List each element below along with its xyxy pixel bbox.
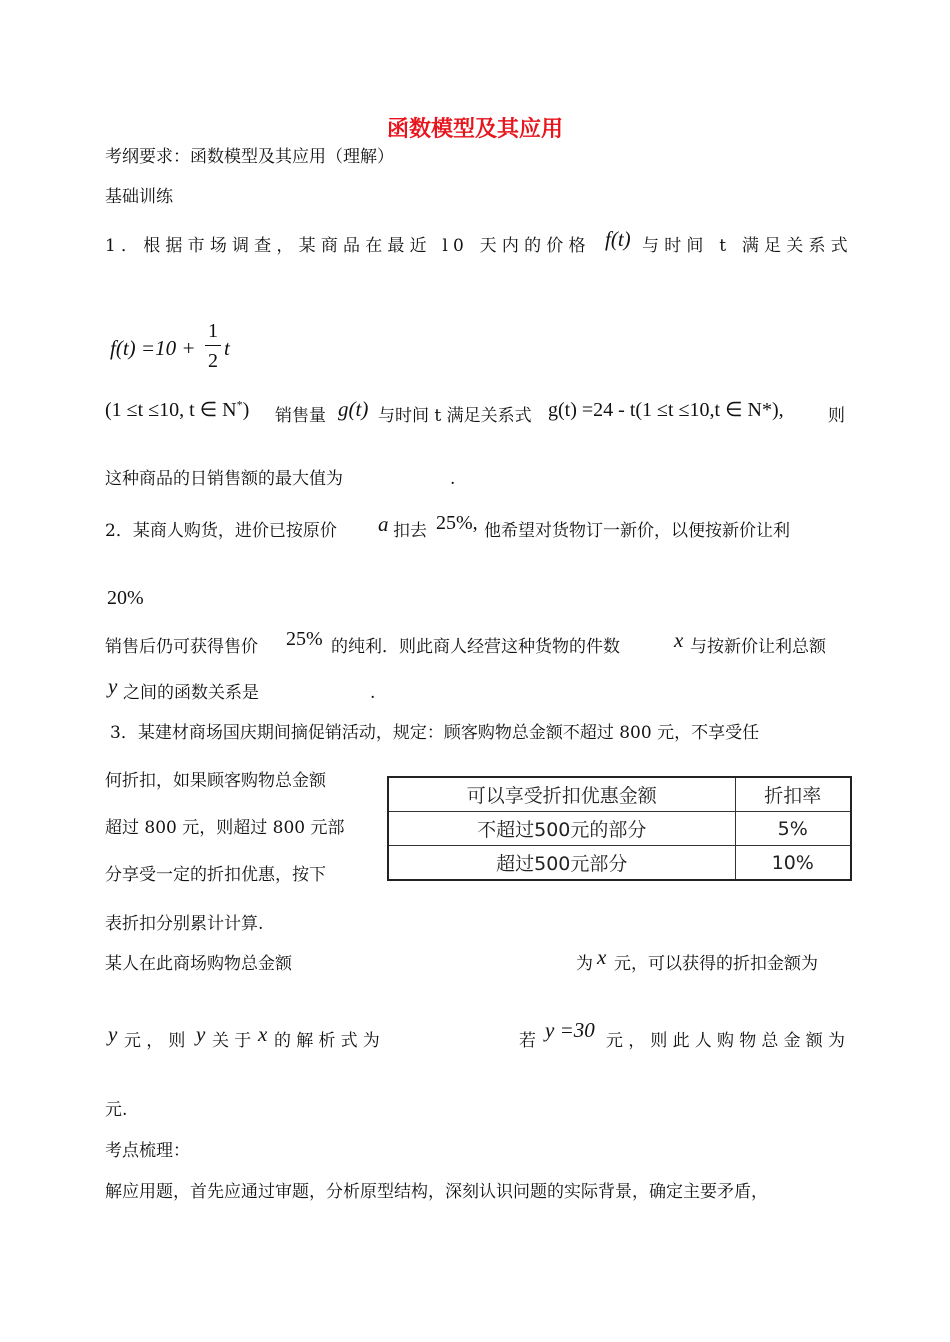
syllabus-requirement: 考纲要求：函数模型及其应用（理解） bbox=[105, 147, 394, 167]
q1-price-formula: f(t) =10 + bbox=[110, 336, 196, 360]
q1-sales-function: g(t) bbox=[338, 397, 369, 421]
q3-var-x2: x bbox=[258, 1022, 268, 1046]
q3-line7-end: 元，则此人购物总金额为 bbox=[606, 1031, 851, 1051]
q3-line6: 某人在此商场购物总金额 bbox=[105, 954, 292, 974]
q1-domain bbox=[105, 397, 249, 422]
q3-var-y2: y bbox=[196, 1022, 206, 1046]
q3-line5: 表折扣分别累计计算. bbox=[105, 914, 264, 934]
table-row bbox=[388, 846, 851, 881]
q1-sales-label: 销售量 bbox=[275, 406, 326, 426]
q1-domain-close: ) bbox=[242, 399, 250, 421]
q3-line4: 分享受一定的折扣优惠，按下 bbox=[105, 865, 326, 885]
q3-line8: 元. bbox=[105, 1100, 128, 1120]
q3-line7-expr: 的解析式为 bbox=[274, 1031, 385, 1051]
q2-pct-25b: 25% bbox=[286, 628, 323, 650]
table-cell: 不超过500元的部分 bbox=[388, 812, 735, 846]
q3-line6-end: 元，可以获得的折扣金额为 bbox=[614, 954, 818, 974]
q1-intro: 1．根据市场调查，某商品在最近 l0 天内的价格 bbox=[105, 236, 591, 256]
q1-fraction-bar bbox=[205, 345, 221, 346]
q2-period: . bbox=[370, 683, 376, 703]
q3-line7-about: 关于 bbox=[212, 1031, 257, 1051]
q1-fraction-numerator: 1 bbox=[208, 320, 218, 342]
q1-sales-formula: g(t) =24 - t(1 ≤t ≤10,t ∈ N*), bbox=[548, 399, 784, 421]
table-row bbox=[388, 812, 851, 846]
table-header-cell: 可以享受折扣优惠金额 bbox=[388, 777, 735, 812]
q3-line7-yuan: 元，则 bbox=[124, 1031, 191, 1051]
table-cell: 5% bbox=[735, 812, 851, 846]
q2-line3: 销售后仍可获得售价 bbox=[105, 637, 258, 657]
q1-sales-relation: 与时间 t 满足关系式 bbox=[378, 406, 532, 426]
q2-line3-end: 与按新价让利总额 bbox=[690, 637, 826, 657]
q2-line3-cont: 的纯利．则此商人经营这种货物的件数 bbox=[331, 637, 620, 657]
q3-line7-if: 若 bbox=[519, 1031, 536, 1051]
q3-line2: 何折扣，如果顾客购物总金额 bbox=[105, 771, 326, 791]
q3-line3: 超过 800 元，则超过 800 元部 bbox=[105, 818, 345, 838]
table-header-cell: 折扣率 bbox=[735, 777, 851, 812]
q1-fraction-variable: t bbox=[224, 336, 230, 360]
q1-period: . bbox=[450, 469, 456, 489]
table-header-row bbox=[388, 777, 851, 812]
key-points-heading: 考点梳理： bbox=[105, 1141, 190, 1161]
q3-line6-for: 为 bbox=[576, 954, 593, 974]
q3-y-equals: y =30 bbox=[545, 1018, 595, 1042]
discount-table bbox=[387, 776, 852, 881]
q1-domain-sup: * bbox=[236, 397, 243, 412]
q2-var-y: y bbox=[108, 674, 118, 698]
q1-price-function: f(t) bbox=[605, 227, 631, 251]
q1-domain-text: (1 ≤t ≤10, t ∈ N bbox=[105, 399, 237, 421]
q1-then: 则 bbox=[828, 406, 845, 426]
q2-discount-label: 扣去 bbox=[393, 521, 427, 541]
q2-intro-cont: 他希望对货物订一新价，以便按新价让利 bbox=[484, 521, 790, 541]
key-points-text: 解应用题，首先应通过审题，分析原型结构，深刻认识问题的实际背景，确定主要矛盾， bbox=[105, 1182, 768, 1202]
table-cell: 10% bbox=[735, 846, 851, 881]
q2-pct-20: 20% bbox=[107, 587, 144, 609]
page-title: 函数模型及其应用 bbox=[386, 117, 563, 142]
q3-var-x: x bbox=[597, 945, 607, 969]
q3-intro: 3．某建材商场国庆期间摘促销活动，规定：顾客购物总金额不超过 800 元，不享受任 bbox=[110, 723, 760, 743]
q1-question: 这种商品的日销售额的最大值为 bbox=[105, 469, 343, 489]
table-cell: 超过500元部分 bbox=[388, 846, 735, 881]
q2-question: 之间的函数关系是 bbox=[123, 683, 259, 703]
q2-var-a: a bbox=[378, 512, 389, 536]
q1-intro-rel: 与时间 t 满足关系式 bbox=[642, 236, 853, 256]
q2-intro: 2．某商人购货，进价已按原价 bbox=[105, 521, 337, 541]
q2-var-x: x bbox=[674, 628, 684, 652]
q3-var-y: y bbox=[108, 1022, 118, 1046]
section-heading-basic: 基础训练 bbox=[105, 187, 173, 207]
q2-pct-25: 25%, bbox=[436, 512, 478, 534]
q1-fraction-denominator: 2 bbox=[208, 350, 218, 372]
